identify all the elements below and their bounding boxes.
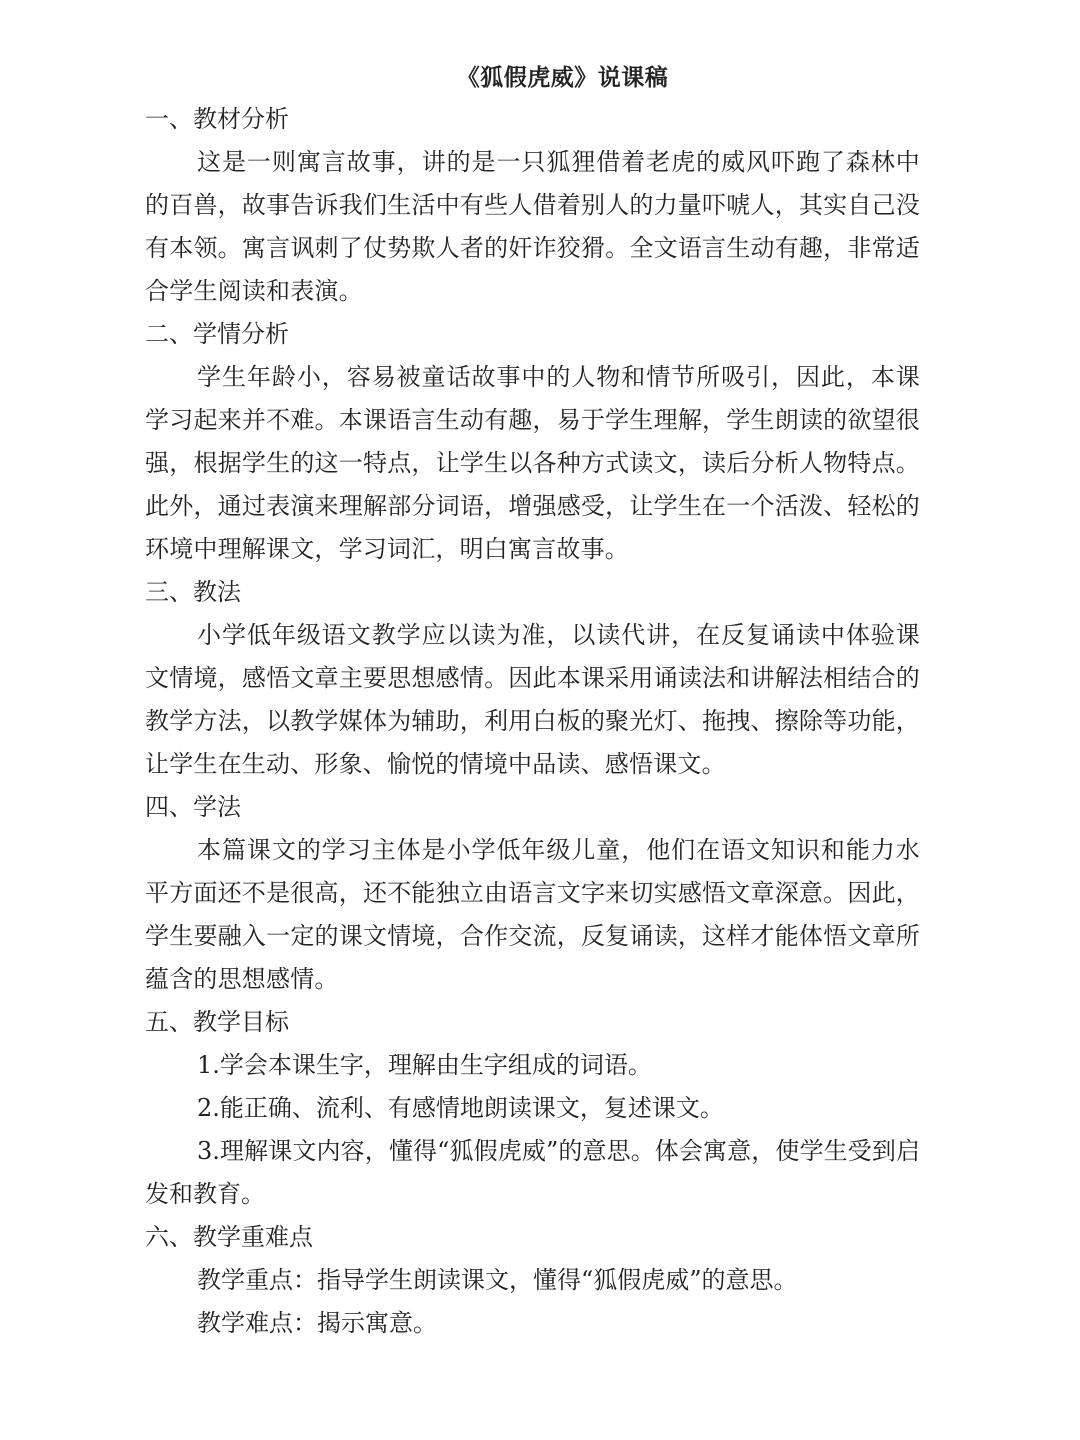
section-paragraph: 小学低年级语文教学应以读为准，以读代讲，在反复诵读中体验课文情境，感悟文章主要思想感情。因此本课采用诵读法和讲解法相结合的教学方法，以教学媒体为辅助，利用白板的聚光灯、拖拽、擦除等功能，让学生在生动、形象、愉悦的情境中品读、感悟课文。: [145, 621, 920, 778]
section-heading: 二、学情分析: [145, 320, 289, 348]
section-textbook-analysis: [145, 98, 920, 313]
section-paragraph: 这是一则寓言故事，讲的是一只狐狸借着老虎的威风吓跑了森林中的百兽，故事告诉我们生活中有些人借着别人的力量吓唬人，其实自己没有本领。寓言讽刺了仗势欺人者的奸诈狡猾。全文语言生动有趣，非常适合学生阅读和表演。: [145, 148, 920, 305]
section-paragraph: 本篇课文的学习主体是小学低年级儿童，他们在语文知识和能力水平方面还不是很高，还不能独立由语言文字来切实感悟文章深意。因此，学生要融入一定的课文情境，合作交流，反复诵读，这样才能体悟文章所蕴含的思想感情。: [145, 836, 920, 993]
document-page: [145, 58, 920, 1345]
section-heading: 三、教法: [145, 578, 241, 606]
difficulty-item: 教学难点：揭示寓意。: [197, 1309, 437, 1337]
section-teaching-goals: [145, 1001, 920, 1216]
section-heading: 四、学法: [145, 793, 241, 821]
goal-item: 2.能正确、流利、有感情地朗读课文，复述课文。: [197, 1094, 724, 1122]
section-key-points: [145, 1216, 920, 1345]
section-paragraph: 学生年龄小，容易被童话故事中的人物和情节所吸引，因此，本课学习起来并不难。本课语言生动有趣，易于学生理解，学生朗读的欲望很强，根据学生的这一特点，让学生以各种方式读文，读后分析人物特点。此外，通过表演来理解部分词语，增强感受，让学生在一个活泼、轻松的环境中理解课文，学习词汇，明白寓言故事。: [145, 363, 920, 563]
section-heading: 六、教学重难点: [145, 1223, 313, 1251]
goal-item: 1.学会本课生字，理解由生字组成的词语。: [197, 1051, 652, 1079]
goal-item: 3.理解课文内容，懂得“狐假虎威”的意思。体会寓意，使学生受到启发和教育。: [145, 1137, 920, 1208]
section-teaching-method: [145, 571, 920, 786]
section-learning-method: [145, 786, 920, 1001]
document-title: 《狐假虎威》说课稿: [456, 65, 669, 91]
section-heading: 一、教材分析: [145, 105, 289, 133]
section-student-analysis: [145, 313, 920, 571]
key-point-item: 教学重点：指导学生朗读课文，懂得“狐假虎威”的意思。: [197, 1266, 798, 1294]
section-heading: 五、教学目标: [145, 1008, 289, 1036]
